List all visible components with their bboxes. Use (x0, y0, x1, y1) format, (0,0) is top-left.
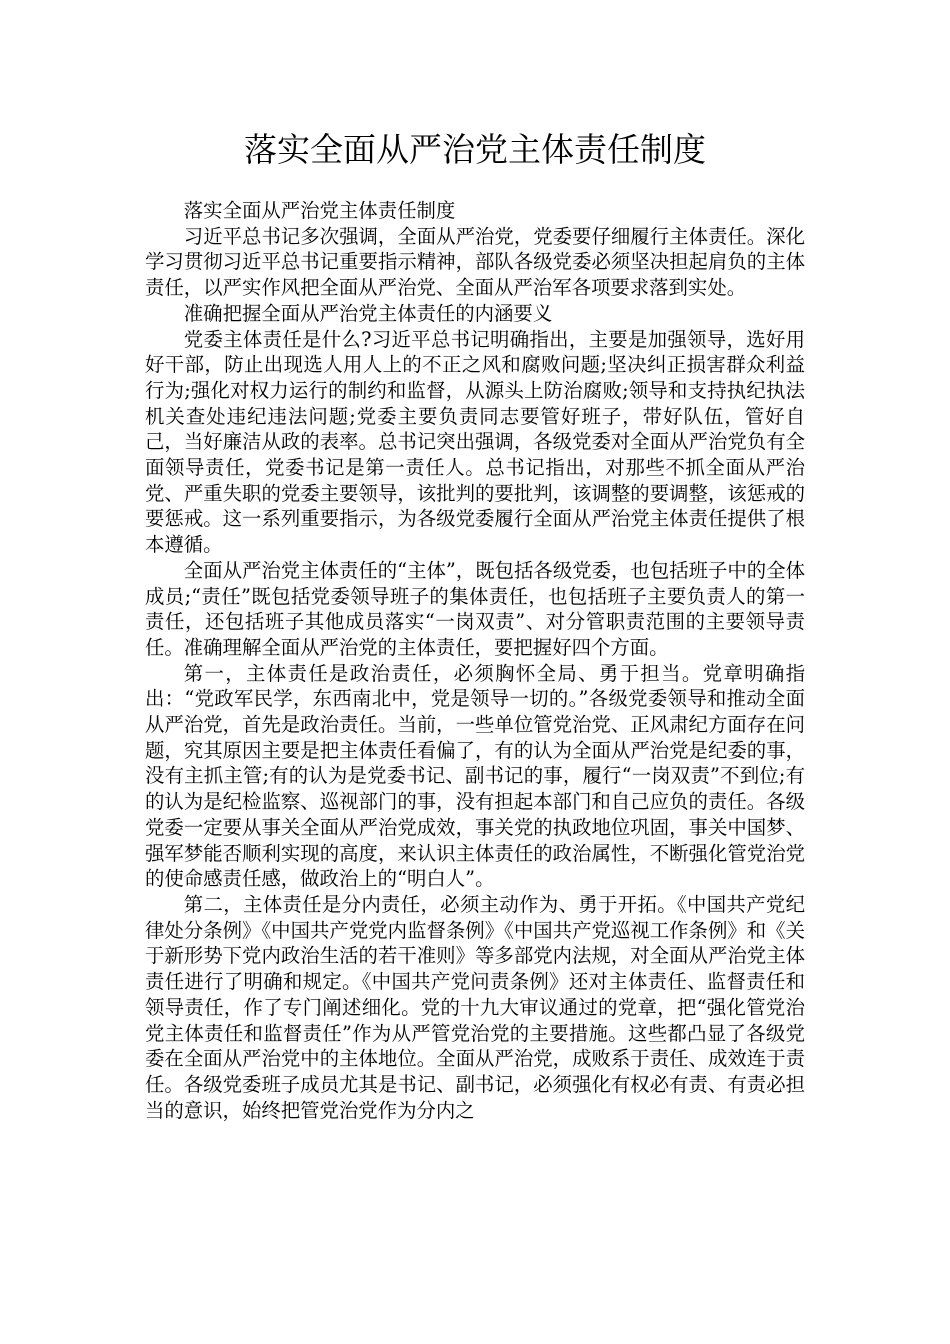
body-paragraph: 党委主体责任是什么?习近平总书记明确指出，主要是加强领导，选好用好干部，防止出现选人用人上的不正之风和腐败问题;坚决纠正损害群众利益行为;强化对权力运行的制约和监督，从源头上防治腐败;领导和支持执纪执法机关查处违纪违法问题;党委主要负责同志要管好班子，带好队伍，管好自己，当好廉洁从政的表率。总书记突出强调，各级党委对全面从严治党负有全面领导责任，党委书记是第一责任人。总书记指出，对那些不抓全面从严治党、严重失职的党委主要领导，该批判的要批判，该调整的要调整，该惩戒的要惩戒。这一系列重要指示，为各级党委履行全面从严治党主体责任提供了根本遵循。 (145, 327, 805, 557)
document-title: 落实全面从严治党主体责任制度 (244, 130, 706, 169)
body-paragraph: 第二，主体责任是分内责任，必须主动作为、勇于开拓。《中国共产党纪律处分条例》《中国共产党党内监督条例》《中国共产党巡视工作条例》和《关于新形势下党内政治生活的若干准则》等多部党内法规，对全面从严治党主体责任进行了明确和规定。《中国共产党问责条例》还对主体责任、监督责任和领导责任，作了专门阐述细化。党的十九大审议通过的党章，把“强化管党治党主体责任和监督责任”作为从严管党治党的主要措施。这些都凸显了各级党委在全面从严治党中的主体地位。全面从严治党，成败系于责任、成效连于责任。各级党委班子成员尤其是书记、副书记，必须强化有权必有责、有责必担当的意识，始终把管党治党作为分内之 (145, 892, 805, 1122)
body-paragraph: 习近平总书记多次强调，全面从严治党，党委要仔细履行主体责任。深化学习贯彻习近平总书记重要指示精神，部队各级党委必须坚决担起肩负的主体责任，以严实作风把全面从严治党、全面从严治军各项要求落到实处。 (145, 224, 805, 300)
body-paragraph: 准确把握全面从严治党主体责任的内涵要义 (183, 301, 553, 325)
body-paragraph: 落实全面从严治党主体责任制度 (183, 199, 456, 222)
body-paragraph: 第一，主体责任是政治责任，必须胸怀全局、勇于担当。党章明确指出：“党政军民学，东西南北中，党是领导一切的。”各级党委领导和推动全面从严治党，首先是政治责任。当前，一些单位管党治党、正风肃纪方面存在问题，究其原因主要是把主体责任看偏了，有的认为全面从严治党是纪委的事，没有主抓主管;有的认为是党委书记、副书记的事，履行“一岗双责”不到位;有的认为是纪检监察、巡视部门的事，没有担起本部门和自己应负的责任。各级党委一定要从事关全面从严治党成效，事关党的执政地位巩固，事关中国梦、强军梦能否顺利实现的高度，来认识主体责任的政治属性，不断强化管党治党的使命感责任感，做政治上的“明白人”。 (145, 661, 806, 891)
body-paragraph: 全面从严治党主体责任的“主体”，既包括各级党委，也包括班子中的全体成员;“责任”既包括党委领导班子的集体责任，也包括班子主要负责人的第一责任，还包括班子其他成员落实“一岗双责”、对分管职责范围的主要领导责任。准确理解全面从严治党的主体责任，要把握好四个方面。 (145, 558, 805, 659)
document-body (145, 198, 805, 1123)
